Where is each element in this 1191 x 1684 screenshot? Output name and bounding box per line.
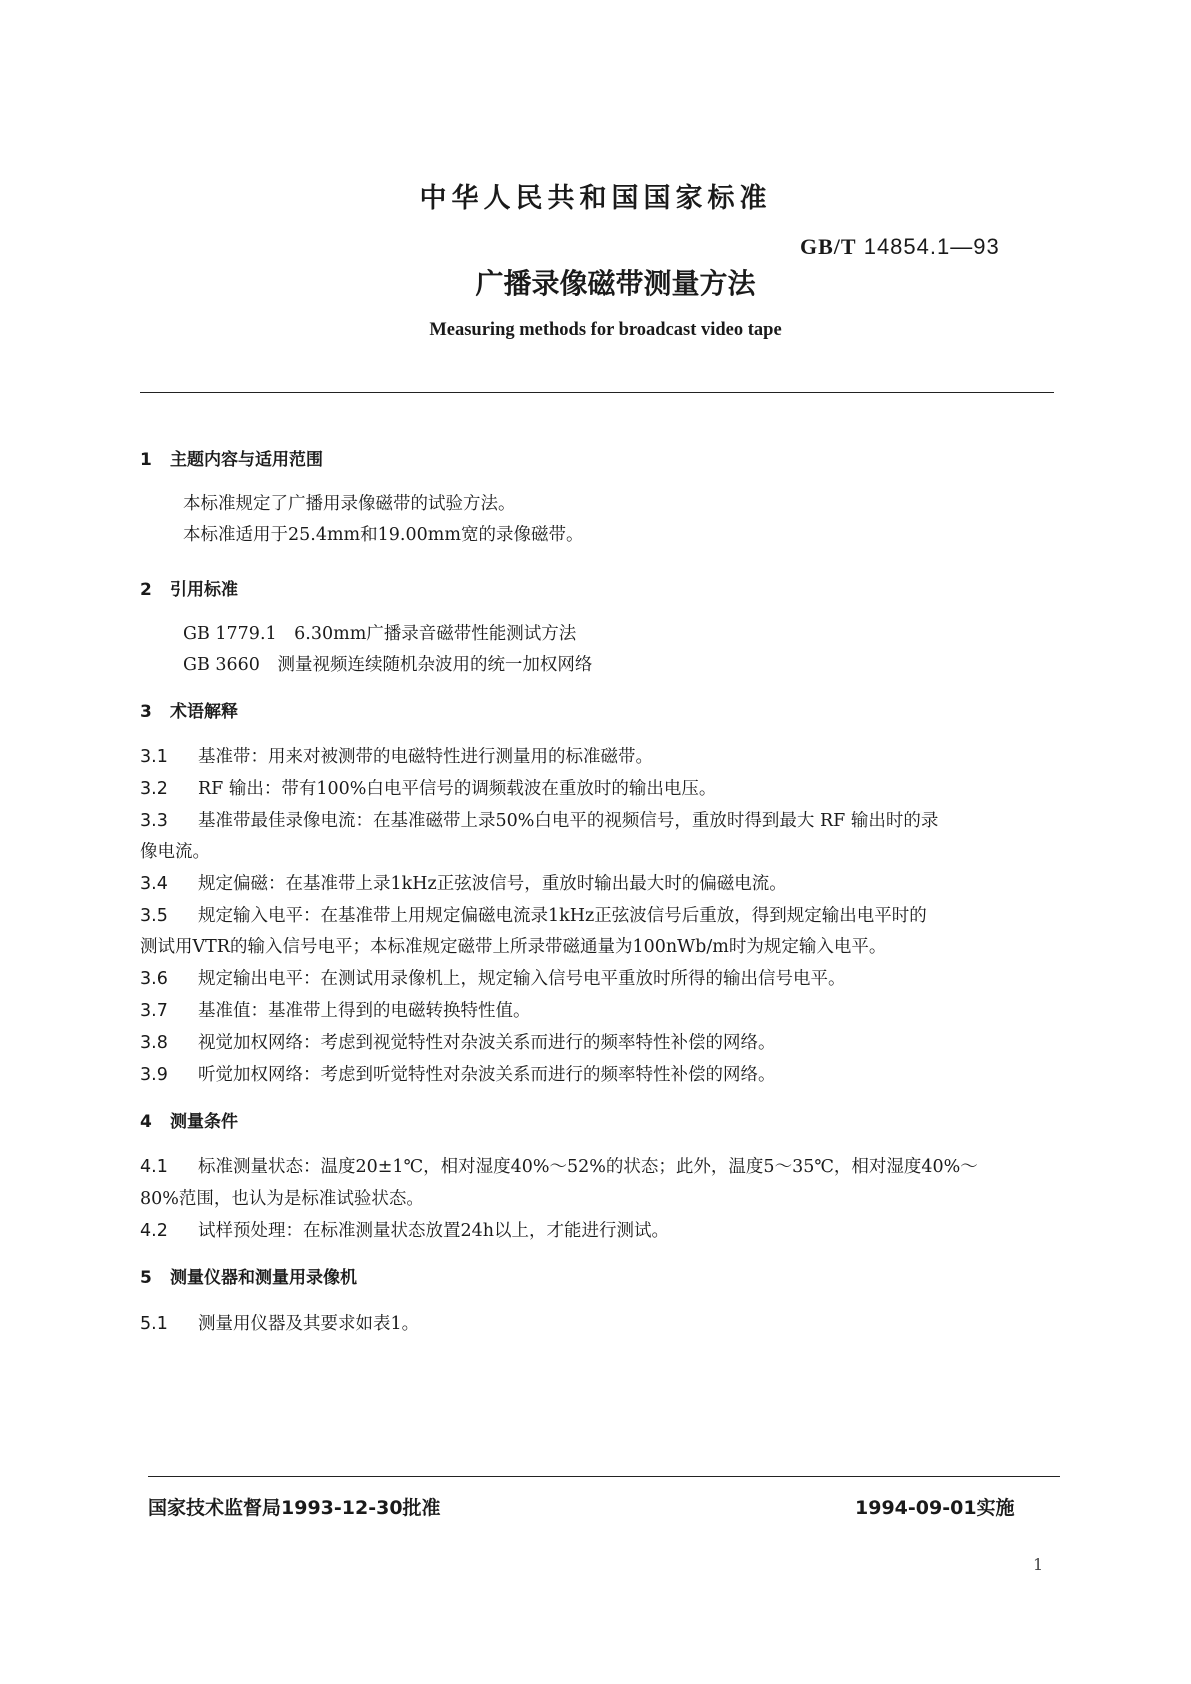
page-number: 1 — [1033, 1555, 1044, 1574]
section-2-heading — [140, 575, 238, 600]
clause-3-8: 3.8 视觉加权网络：考虑到视觉特性对杂波关系而进行的频率特性补偿的网络。 — [140, 1033, 776, 1053]
section-4-heading — [140, 1107, 238, 1132]
section-1-title: 主题内容与适用范围 — [170, 450, 323, 470]
effective-date: 1994-09-01实施 — [855, 1497, 1015, 1519]
clause-4-1: 4.1 标准测量状态：温度20±1℃，相对湿度40%～52%的状态；此外，温度5～35℃，相对湿度40%～ — [140, 1157, 978, 1177]
clause-3-2: 3.2 RF 输出：带有100%白电平信号的调频载波在重放时的输出电压。 — [140, 779, 717, 799]
national-standard-heading: 中华人民共和国国家标准 — [419, 183, 772, 214]
clause-3-3-continued: 像电流。 — [140, 842, 210, 862]
clause-3-3: 3.3 基准带最佳录像电流：在基准磁带上录50%白电平的视频信号，重放时得到最大 RF 输出时的录 — [140, 811, 939, 831]
section-1-paragraph-2: 本标准适用于25.4mm和19.00mm宽的录像磁带。 — [183, 525, 584, 545]
standard-number — [800, 234, 1000, 260]
document-title-cn: 广播录像磁带测量方法 — [475, 267, 756, 300]
clause-3-5: 3.5 规定输入电平：在基准带上用规定偏磁电流录1kHz正弦波信号后重放，得到规定输出电平时的 — [140, 906, 927, 926]
clause-3-7: 3.7 基准值：基准带上得到的电磁转换特性值。 — [140, 1001, 531, 1021]
section-3-number: 3 — [140, 702, 152, 722]
standard-prefix: GB/T — [800, 234, 857, 259]
clause-3-5-continued: 测试用VTR的输入信号电平；本标准规定磁带上所录带磁通量为100nWb/m时为规定输入电平。 — [140, 937, 887, 957]
section-3-heading — [140, 697, 238, 722]
section-5-number: 5 — [140, 1268, 152, 1288]
section-3-title: 术语解释 — [170, 702, 238, 722]
section-2-number: 2 — [140, 580, 152, 600]
reference-1: GB 1779.1 6.30mm广播录音磁带性能测试方法 — [183, 624, 577, 644]
standard-code: 14854.1—93 — [863, 234, 1000, 259]
section-1-heading — [140, 445, 323, 470]
clause-3-1: 3.1 基准带：用来对被测带的电磁特性进行测量用的标准磁带。 — [140, 747, 653, 767]
approval-note: 国家技术监督局1993-12-30批准 — [148, 1497, 441, 1519]
footer-rule — [148, 1476, 1060, 1477]
section-4-title: 测量条件 — [170, 1112, 238, 1132]
section-5-heading — [140, 1263, 357, 1288]
clause-4-2: 4.2 试样预处理：在标准测量状态放置24h以上，才能进行测试。 — [140, 1221, 670, 1241]
clause-3-6: 3.6 规定输出电平：在测试用录像机上，规定输入信号电平重放时所得的输出信号电平。 — [140, 969, 846, 989]
section-1-paragraph-1: 本标准规定了广播用录像磁带的试验方法。 — [183, 494, 516, 514]
clause-4-1-continued: 80%范围，也认为是标准试验状态。 — [140, 1189, 424, 1209]
reference-2: GB 3660 测量视频连续随机杂波用的统一加权网络 — [183, 655, 593, 675]
section-4-number: 4 — [140, 1112, 152, 1132]
section-5-title: 测量仪器和测量用录像机 — [170, 1268, 357, 1288]
document-title-en: Measuring methods for broadcast video tape — [429, 320, 782, 340]
clause-3-9: 3.9 听觉加权网络：考虑到听觉特性对杂波关系而进行的频率特性补偿的网络。 — [140, 1065, 776, 1085]
header-rule — [140, 392, 1054, 393]
section-1-number: 1 — [140, 450, 152, 470]
clause-3-4: 3.4 规定偏磁：在基准带上录1kHz正弦波信号，重放时输出最大时的偏磁电流。 — [140, 874, 787, 894]
clause-5-1: 5.1 测量用仪器及其要求如表1。 — [140, 1314, 420, 1334]
section-2-title: 引用标准 — [170, 580, 238, 600]
